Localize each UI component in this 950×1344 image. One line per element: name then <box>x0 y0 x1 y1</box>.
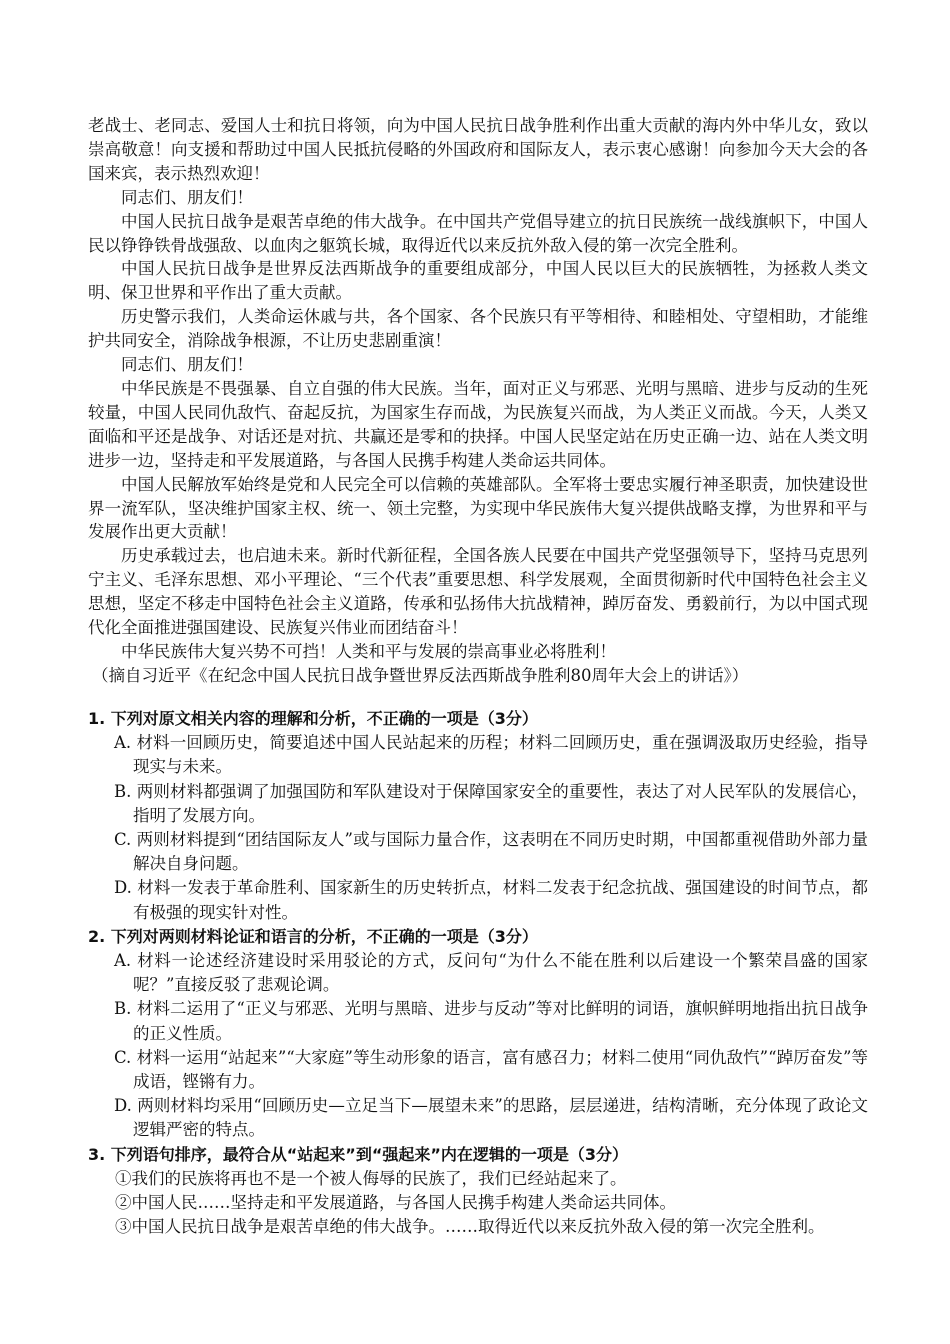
passage-paragraph: 中国人民抗日战争是艰苦卓绝的伟大战争。在中国共产党倡导建立的抗日民族统一战线旗帜下，中国人民以铮铮铁骨战强敌、以血肉之躯筑长城，取得近代以来反抗外敌入侵的第一次完全胜利。 <box>88 211 868 255</box>
passage-paragraph: 中华民族是不畏强暴、自立自强的伟大民族。当年，面对正义与邪恶、光明与黑暗、进步与反动的生死较量，中国人民同仇敌忾、奋起反抗，为国家生存而战，为民族复兴而战，为人类正义而战。今天，人类又面临和平还是战争、对话还是对抗、共赢还是零和的抉择。中国人民坚定站在历史正确一边、站在人类文明进步一边，坚持走和平发展道路，与各国人民携手构建人类命运共同体。 <box>88 378 868 470</box>
sentence-item-1: ①我们的民族将再也不是一个被人侮辱的民族了，我们已经站起来了。 <box>115 1168 627 1188</box>
option-c: C. 两则材料提到“团结国际友人”或与国际力量合作，这表明在不同历史时期，中国都重视借助外部力量解决自身问题。 <box>114 830 868 874</box>
passage-paragraph: 历史承载过去，也启迪未来。新时代新征程，全国各族人民要在中国共产党坚强领导下，坚持马克思列宁主义、毛泽东思想、邓小平理论、“三个代表”重要思想、科学发展观，全面贯彻新时代中国特色社会主义思想，坚定不移走中国特色社会主义道路，传承和弘扬伟大抗战精神，踔厉奋发、勇毅前行，为以中国式现代化全面推进强国建设、民族复兴伟业而团结奋斗！ <box>88 546 868 638</box>
question-list <box>88 707 868 1239</box>
option-b: B. 材料二运用了“正义与邪恶、光明与黑暗、进步与反动”等对比鲜明的词语，旗帜鲜明地指出抗日战争的正义性质。 <box>114 999 868 1043</box>
passage-paragraph: 中国人民抗日战争是世界反法西斯战争的重要组成部分，中国人民以巨大的民族牺牲，为拯救人类文明、保卫世界和平作出了重大贡献。 <box>88 259 868 303</box>
option-d: D. 材料一发表于革命胜利、国家新生的历史转折点，材料二发表于纪念抗战、强国建设的时间节点，都有极强的现实针对性。 <box>114 878 868 922</box>
question-title: 3. 下列语句排序，最符合从“站起来”到“强起来”内在逻辑的一项是（3分） <box>88 1144 628 1164</box>
sentence-item-2: ②中国人民……坚持走和平发展道路，与各国人民携手构建人类命运共同体。 <box>115 1193 676 1213</box>
question-title: 1. 下列对原文相关内容的理解和分析，不正确的一项是（3分） <box>88 709 538 728</box>
passage-paragraph: 老战士、老同志、爱国人士和抗日将领，向为中国人民抗日战争胜利作出重大贡献的海内外中华儿女，致以崇高敬意！向支援和帮助过中国人民抵抗侵略的外国政府和国际友人，表示衷心感谢！向参加今天大会的各国来宾，表示热烈欢迎！ <box>88 116 868 183</box>
option-a: A. 材料一论述经济建设时采用驳论的方式，反问句“为什么不能在胜利以后建设一个繁荣昌盛的国家呢？”直接反驳了悲观论调。 <box>114 951 868 995</box>
passage-paragraph: 同志们、朋友们！ <box>121 355 253 375</box>
passage-source: （摘自习近平《在纪念中国人民抗日战争暨世界反法西斯战争胜利80周年大会上的讲话》） <box>92 665 749 685</box>
passage-paragraph: 历史警示我们，人类命运休戚与共，各个国家、各个民族只有平等相待、和睦相处、守望相助，才能维护共同安全，消除战争根源，不让历史悲剧重演！ <box>88 307 868 351</box>
question-3 <box>88 1143 868 1240</box>
option-a: A. 材料一回顾历史，简要追述中国人民站起来的历程；材料二回顾历史，重在强调汲取历史经验，指导现实与未来。 <box>114 733 868 777</box>
option-d: D. 两则材料均采用“回顾历史—立足当下—展望未来”的思路，层层递进，结构清晰，充分体现了政论文逻辑严密的特点。 <box>114 1096 868 1140</box>
passage-paragraph: 中华民族伟大复兴势不可挡！人类和平与发展的崇高事业必将胜利！ <box>121 641 616 661</box>
sentence-item-3: ③中国人民抗日战争是艰苦卓绝的伟大战争。……取得近代以来反抗外敌入侵的第一次完全胜利。 <box>115 1217 825 1237</box>
question-title: 2. 下列对两则材料论证和语言的分析，不正确的一项是（3分） <box>88 926 538 946</box>
option-c: C. 材料一运用“站起来”“大家庭”等生动形象的语言，富有感召力；材料二使用“同仇敌忾”“踔厉奋发”等成语，铿锵有力。 <box>114 1047 868 1092</box>
passage-paragraph: 中国人民解放军始终是党和人民完全可以信赖的英雄部队。全军将士要忠实履行神圣职责，加快建设世界一流军队，坚决维护国家主权、统一、领土完整，为实现中华民族伟大复兴提供战略支撑，为世界和平与发展作出更大贡献！ <box>88 474 868 542</box>
question-2 <box>88 925 868 1143</box>
passage-paragraph: 同志们、朋友们！ <box>121 187 253 207</box>
reading-passage <box>88 114 868 688</box>
question-1 <box>88 707 868 925</box>
option-b: B. 两则材料都强调了加强国防和军队建设对于保障国家安全的重要性，表达了对人民军队的发展信心，指明了发展方向。 <box>114 781 868 825</box>
